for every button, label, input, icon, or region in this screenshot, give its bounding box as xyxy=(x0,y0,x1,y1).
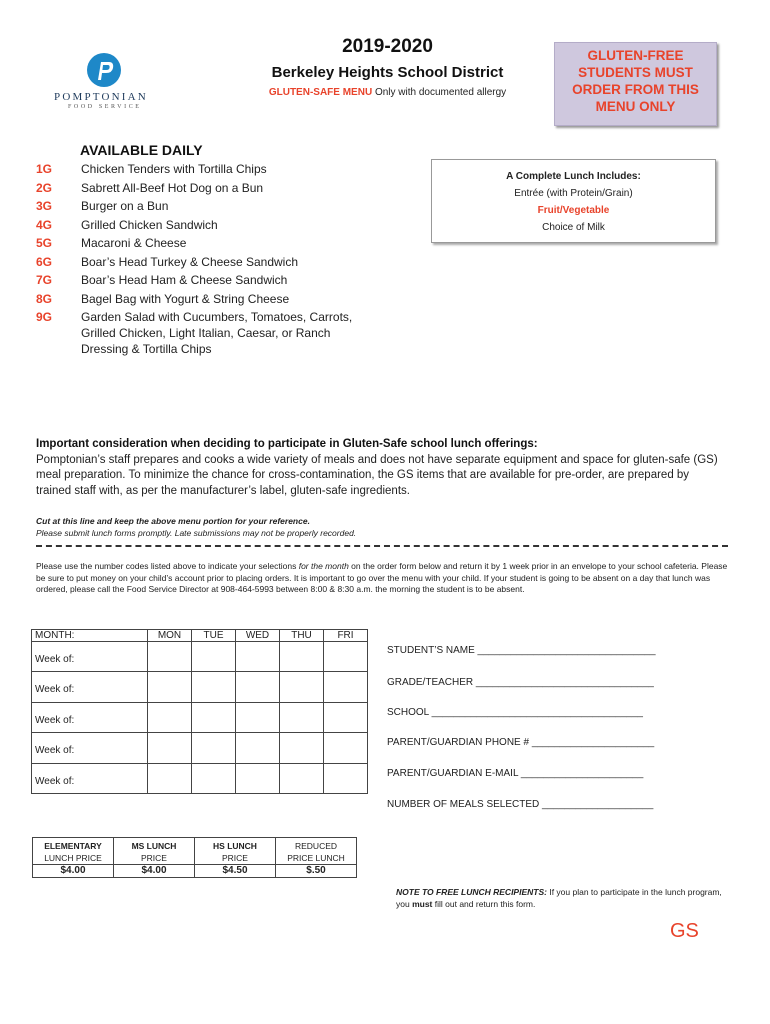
menu-desc: Macaroni & Cheese xyxy=(81,236,187,250)
day-header: FRI xyxy=(324,630,368,642)
parent-phone-field[interactable]: PARENT/GUARDIAN PHONE # ______________________ xyxy=(387,737,655,748)
instr-emphasis: for the month xyxy=(298,561,349,571)
order-cell[interactable] xyxy=(324,672,368,703)
price-label xyxy=(195,838,276,865)
note-title: NOTE TO FREE LUNCH RECIPIENTS: xyxy=(396,887,547,897)
month-label[interactable]: MONTH: xyxy=(32,630,148,642)
menu-code: 4G xyxy=(36,217,53,232)
student-name-field[interactable]: STUDENT’S NAME ________________________________ xyxy=(387,645,656,656)
price-label-line: ELEMENTARY xyxy=(44,841,102,851)
order-cell[interactable] xyxy=(324,733,368,764)
menu-code: 7G xyxy=(36,273,53,287)
price-label-line: REDUCED xyxy=(294,841,338,851)
menu-item xyxy=(36,308,366,359)
menu-item xyxy=(36,234,366,253)
menu-code: 3G xyxy=(36,199,53,213)
price-value: $.50 xyxy=(276,865,357,878)
order-cell[interactable] xyxy=(148,733,192,764)
gs-code: GS xyxy=(670,920,699,942)
logo-subtitle: FOOD SERVICE xyxy=(68,104,142,110)
order-cell[interactable] xyxy=(236,672,280,703)
menu-desc: Burger on a Bun xyxy=(81,199,169,213)
complete-lunch-line: Choice of Milk xyxy=(542,222,605,233)
menu-code: 6G xyxy=(36,254,53,269)
menu-desc: Garden Salad with Cucumbers, Tomatoes, Carrots, Grilled Chicken, Light Italian, Caesar, or Ranch Dressing & Tortilla Chips xyxy=(81,310,353,356)
menu-desc: Sabrett All-Beef Hot Dog on a Bun xyxy=(81,180,264,195)
instr-text: on the order form below and return it by 1 week prior in an envelope to your school cafeteria. Please be sure to put money on your child’s account prior to placing orders. It is important to go over the menu with your child. If your student is going to be absent on a day that lunch was ordered, please call the Food Service Director at 908-464-5993 between 8:00 & 8:30 a.m. the morning the student is to be absent. xyxy=(36,561,728,594)
price-label xyxy=(33,838,114,865)
complete-lunch-box xyxy=(431,159,716,243)
price-label xyxy=(114,838,195,865)
menu-label: GLUTEN-SAFE MENU xyxy=(268,87,373,98)
order-cell[interactable] xyxy=(324,642,368,672)
order-cell[interactable] xyxy=(192,642,236,672)
price-label-line: MS LUNCH xyxy=(131,841,177,851)
week-label[interactable]: Week of: xyxy=(32,703,148,733)
order-cell[interactable] xyxy=(192,703,236,733)
week-row xyxy=(32,703,368,733)
menu-desc: Boar’s Head Ham & Cheese Sandwich xyxy=(81,273,288,287)
order-cell[interactable] xyxy=(192,672,236,703)
free-lunch-note xyxy=(396,886,726,910)
day-header: WED xyxy=(236,630,280,642)
school-field[interactable]: SCHOOL ______________________________________ xyxy=(387,707,643,718)
notice-line: ORDER FROM THIS xyxy=(572,82,699,97)
cut-line xyxy=(36,545,728,547)
price-value: $4.00 xyxy=(33,865,114,878)
notice-line: MENU ONLY xyxy=(595,99,676,114)
notice-line: STUDENTS MUST xyxy=(578,65,693,80)
instr-text: Please use the number codes listed above to indicate your selections xyxy=(36,561,299,571)
complete-lunch-title: A Complete Lunch Includes: xyxy=(506,171,641,182)
gluten-free-notice xyxy=(554,42,717,126)
order-header-row xyxy=(32,630,368,642)
order-instructions xyxy=(36,561,728,596)
order-cell[interactable] xyxy=(280,764,324,794)
school-year: 2019-2020 xyxy=(342,36,433,57)
parent-email-field[interactable]: PARENT/GUARDIAN E-MAIL ______________________ xyxy=(387,768,644,779)
cut-instruction: Cut at this line and keep the above menu portion for your reference. xyxy=(36,516,310,526)
logo-name: POMPTONIAN xyxy=(54,91,148,103)
order-cell[interactable] xyxy=(280,703,324,733)
price-label-line: LUNCH PRICE xyxy=(44,853,102,863)
menu-item xyxy=(36,160,366,179)
menu-code: 8G xyxy=(36,291,53,306)
price-table xyxy=(32,837,357,878)
available-daily-title: AVAILABLE DAILY xyxy=(80,142,203,158)
complete-lunch-line: Fruit/Vegetable xyxy=(537,205,610,216)
order-cell[interactable] xyxy=(236,703,280,733)
day-header: THU xyxy=(280,630,324,642)
menu-code: 5G xyxy=(36,236,53,250)
late-warning: Please submit lunch forms promptly. Late submissions may not be properly recorded. xyxy=(36,528,357,538)
menu-desc: Chicken Tenders with Tortilla Chips xyxy=(81,162,267,176)
complete-lunch-line: Entrée (with Protein/Grain) xyxy=(514,188,633,199)
menu-item xyxy=(36,197,366,216)
order-cell[interactable] xyxy=(236,733,280,764)
price-value: $4.50 xyxy=(195,865,276,878)
order-cell[interactable] xyxy=(324,703,368,733)
price-label-line: HS LUNCH xyxy=(213,841,257,851)
week-row xyxy=(32,642,368,672)
price-label-line: PRICE xyxy=(141,853,167,863)
week-label[interactable]: Week of: xyxy=(32,672,148,703)
district-name: Berkeley Heights School District xyxy=(271,64,504,81)
week-row xyxy=(32,764,368,794)
price-label xyxy=(276,838,357,865)
order-cell[interactable] xyxy=(148,703,192,733)
pomptonian-logo-icon xyxy=(86,52,122,88)
menu-item xyxy=(36,216,366,235)
order-cell[interactable] xyxy=(148,672,192,703)
order-cell[interactable] xyxy=(324,764,368,794)
important-title: Important consideration when deciding to participate in Gluten-Safe school lunch offerings: xyxy=(36,438,538,450)
week-row xyxy=(32,733,368,764)
order-cell[interactable] xyxy=(236,764,280,794)
order-cell[interactable] xyxy=(280,733,324,764)
week-label[interactable]: Week of: xyxy=(32,764,148,794)
menu-desc: Bagel Bag with Yogurt & String Cheese xyxy=(81,291,290,306)
menu-code: 1G xyxy=(36,162,53,176)
menu-item xyxy=(36,253,366,272)
menu-note: Only with documented allergy xyxy=(374,87,507,98)
grade-teacher-field[interactable]: GRADE/TEACHER ________________________________ xyxy=(387,677,654,688)
notice-line: GLUTEN-FREE xyxy=(587,48,684,63)
price-label-line: PRICE LUNCH xyxy=(287,853,345,863)
week-label[interactable]: Week of: xyxy=(32,733,148,764)
menu-item xyxy=(36,179,366,198)
note-text: If you plan to participate in the lunch program, you xyxy=(396,887,722,909)
menu-item xyxy=(36,290,366,309)
order-cell[interactable] xyxy=(280,672,324,703)
note-emphasis: must xyxy=(412,899,433,909)
order-cell[interactable] xyxy=(236,642,280,672)
order-cell[interactable] xyxy=(192,764,236,794)
week-row xyxy=(32,672,368,703)
menu-item xyxy=(36,271,366,290)
week-label[interactable]: Week of: xyxy=(32,642,148,672)
menu-list xyxy=(36,160,366,359)
order-cell[interactable] xyxy=(280,642,324,672)
important-section xyxy=(36,437,726,499)
note-text: fill out and return this form. xyxy=(432,899,536,909)
menu-subtitle xyxy=(245,87,530,98)
order-cell[interactable] xyxy=(148,764,192,794)
menu-desc: Grilled Chicken Sandwich xyxy=(81,217,218,232)
important-body: Pomptonian’s staff prepares and cooks a wide variety of meals and does not have separate equipment and space for gluten-safe (GS) meal preparation. To minimize the chance for cross-contamination, the GS items that are available for pre-order, are prepared by trained staff with, as per the manufacturer’s label, gluten-safe ingredients. xyxy=(36,453,718,497)
meals-selected-field[interactable]: NUMBER OF MEALS SELECTED ____________________ xyxy=(387,799,654,810)
day-header: TUE xyxy=(192,630,236,642)
price-value: $4.00 xyxy=(114,865,195,878)
menu-code: 2G xyxy=(36,180,53,195)
day-header: MON xyxy=(148,630,192,642)
order-cell[interactable] xyxy=(148,642,192,672)
order-grid xyxy=(31,629,368,794)
order-cell[interactable] xyxy=(192,733,236,764)
menu-desc: Boar’s Head Turkey & Cheese Sandwich xyxy=(81,254,299,269)
price-label-line: PRICE xyxy=(222,853,248,863)
menu-code: 9G xyxy=(36,310,53,324)
